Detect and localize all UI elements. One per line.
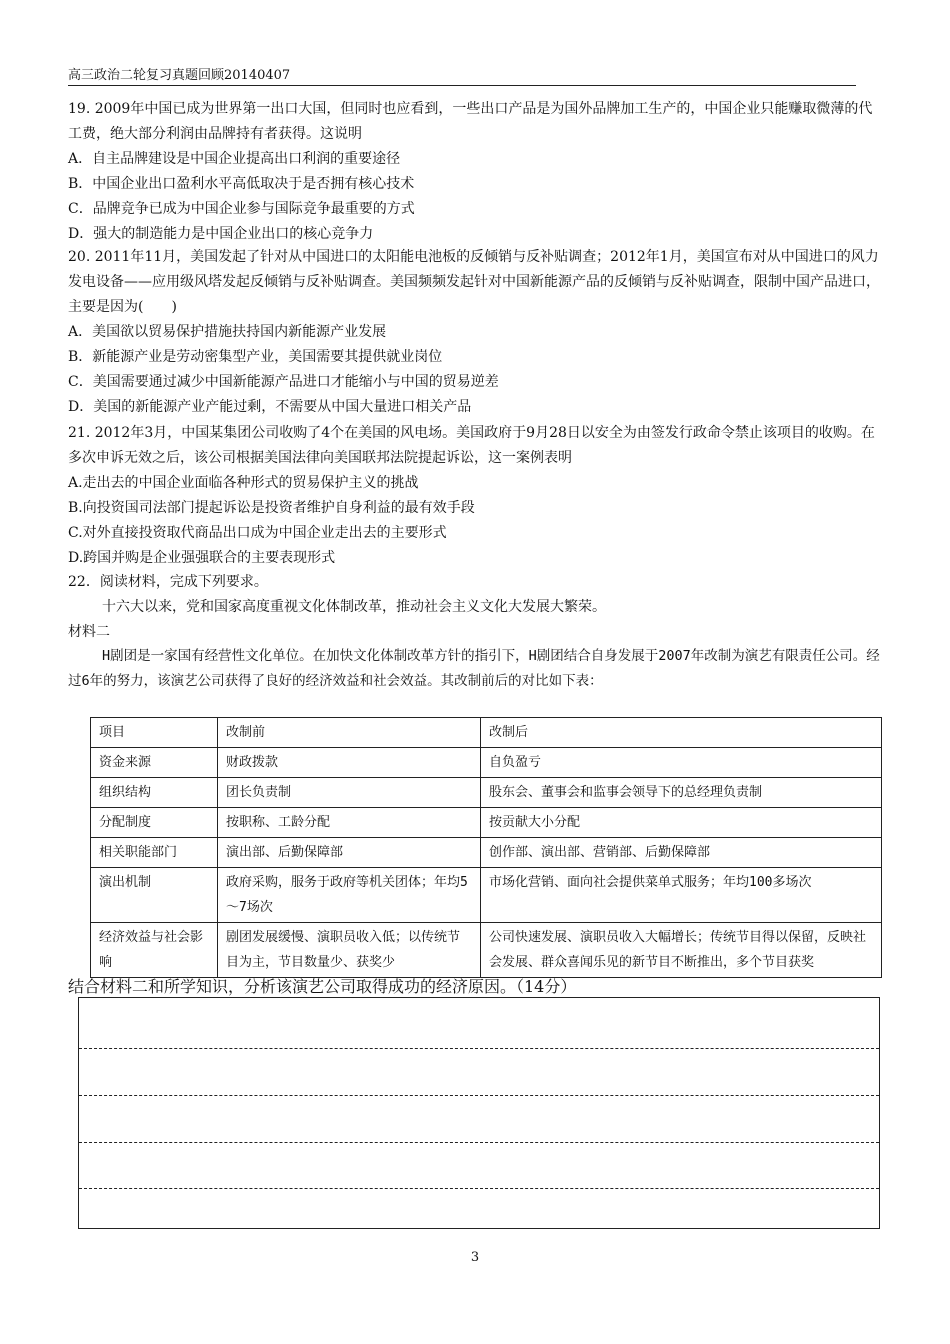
table-cell: 演出部、后勤保障部 [218, 838, 481, 868]
answer-line [79, 1142, 879, 1143]
table-cell: 相关职能部门 [91, 838, 218, 868]
question-19 [68, 97, 884, 247]
table-cell: 按贡献大小分配 [481, 808, 882, 838]
table-cell: 财政拨款 [218, 748, 481, 778]
table-header-cell: 改制后 [481, 718, 882, 748]
question-21-option-c: C.对外直接投资取代商品出口成为中国企业走出去的主要形式 [68, 525, 447, 541]
question-20-option-a: A．美国欲以贸易保护措施扶持国内新能源产业发展 [68, 324, 387, 340]
question-22-intro: 22．阅读材料，完成下列要求。 [68, 574, 268, 590]
question-19-option-d: D．强大的制造能力是中国企业出口的核心竞争力 [68, 226, 374, 242]
material-text: H剧团是一家国有经营性文化单位。在加快文化体制改革方针的指引下，H剧团结合自身发展于2007年改制为演艺有限责任公司。经过6年的努力，该演艺公司获得了良好的经济效益和社会效益。其改制前后的对比如下表： [68, 648, 880, 689]
table-cell: 创作部、演出部、营销部、后勤保障部 [481, 838, 882, 868]
table-cell: 按职称、工龄分配 [218, 808, 481, 838]
question-20-option-b: B．新能源产业是劳动密集型产业，美国需要其提供就业岗位 [68, 349, 443, 365]
question-20-option-d: D．美国的新能源产业产能过剩，不需要从中国大量进口相关产品 [68, 399, 472, 415]
question-21-stem: 21. 2012年3月，中国某集团公司收购了4个在美国的风电场。美国政府于9月28日以安全为由签发行政命令禁止该项目的收购。在多次申诉无效之后，该公司根据美国法律向美国联邦法院提起诉讼，这一案例表明 [68, 425, 875, 466]
table-cell: 政府采购，服务于政府等机关团体；年均5～7场次 [218, 868, 481, 923]
table-row [91, 778, 882, 808]
page-number: 3 [470, 1250, 480, 1265]
page-header: 高三政治二轮复习真题回顾20140407 [68, 64, 856, 86]
comparison-table [90, 717, 882, 978]
answer-line [79, 1188, 879, 1189]
question-21-option-d: D.跨国并购是企业强强联合的主要表现形式 [68, 550, 336, 566]
answer-box[interactable] [78, 997, 880, 1229]
table-cell: 演出机制 [91, 868, 218, 923]
question-20 [68, 245, 884, 420]
table-row [91, 838, 882, 868]
table-row [91, 868, 882, 923]
table-cell: 团长负责制 [218, 778, 481, 808]
material-title: 材料二 [68, 624, 110, 640]
table-cell: 资金来源 [91, 748, 218, 778]
table-row [91, 748, 882, 778]
question-22 [68, 570, 884, 645]
table-cell: 剧团发展缓慢、演职员收入低；以传统节目为主，节目数量少、获奖少 [218, 923, 481, 978]
question-19-option-c: C．品牌竞争已成为中国企业参与国际竞争最重要的方式 [68, 201, 415, 217]
question-21-option-b: B.向投资国司法部门提起诉讼是投资者维护自身利益的最有效手段 [68, 500, 475, 516]
table-cell: 自负盈亏 [481, 748, 882, 778]
table-cell: 市场化营销、面向社会提供菜单式服务；年均100多场次 [481, 868, 882, 923]
question-21 [68, 421, 884, 571]
table-cell: 组织结构 [91, 778, 218, 808]
question-19-option-b: B．中国企业出口盈利水平高低取决于是否拥有核心技术 [68, 176, 415, 192]
table-row [91, 923, 882, 978]
table-header-row [91, 718, 882, 748]
table-header-cell: 改制前 [218, 718, 481, 748]
table-cell: 股东会、董事会和监事会领导下的总经理负责制 [481, 778, 882, 808]
question-19-stem: 19. 2009年中国已成为世界第一出口大国，但同时也应看到，一些出口产品是为国外品牌加工生产的，中国企业只能赚取微薄的代工费，绝大部分利润由品牌持有者获得。这说明 [68, 101, 873, 142]
analysis-question: 结合材料二和所学知识，分析该演艺公司取得成功的经济原因。（14分） [68, 977, 577, 996]
table-header-cell: 项目 [91, 718, 218, 748]
question-20-option-c: C．美国需要通过减少中国新能源产品进口才能缩小与中国的贸易逆差 [68, 374, 499, 390]
question-21-option-a: A.走出去的中国企业面临各种形式的贸易保护主义的挑战 [68, 475, 419, 491]
table-row [91, 808, 882, 838]
table-cell: 经济效益与社会影响 [91, 923, 218, 978]
question-20-stem: 20. 2011年11月，美国发起了针对从中国进口的太阳能电池板的反倾销与反补贴调查；2012年1月，美国宣布对从中国进口的风力发电设备——应用级风塔发起反倾销与反补贴调查。美国频频发起针对中国新能源产品的反倾销与反补贴调查，限制中国产品进口，主要是因为( ) [68, 249, 880, 315]
question-22-lead: 十六大以来，党和国家高度重视文化体制改革，推动社会主义文化大发展大繁荣。 [102, 599, 606, 615]
table-cell: 公司快速发展、演职员收入大幅增长；传统节目得以保留，反映社会发展、群众喜闻乐见的新节目不断推出，多个节目获奖 [481, 923, 882, 978]
answer-line [79, 1095, 879, 1096]
question-19-option-a: A．自主品牌建设是中国企业提高出口利润的重要途径 [68, 151, 401, 167]
table-cell: 分配制度 [91, 808, 218, 838]
answer-line [79, 1048, 879, 1049]
